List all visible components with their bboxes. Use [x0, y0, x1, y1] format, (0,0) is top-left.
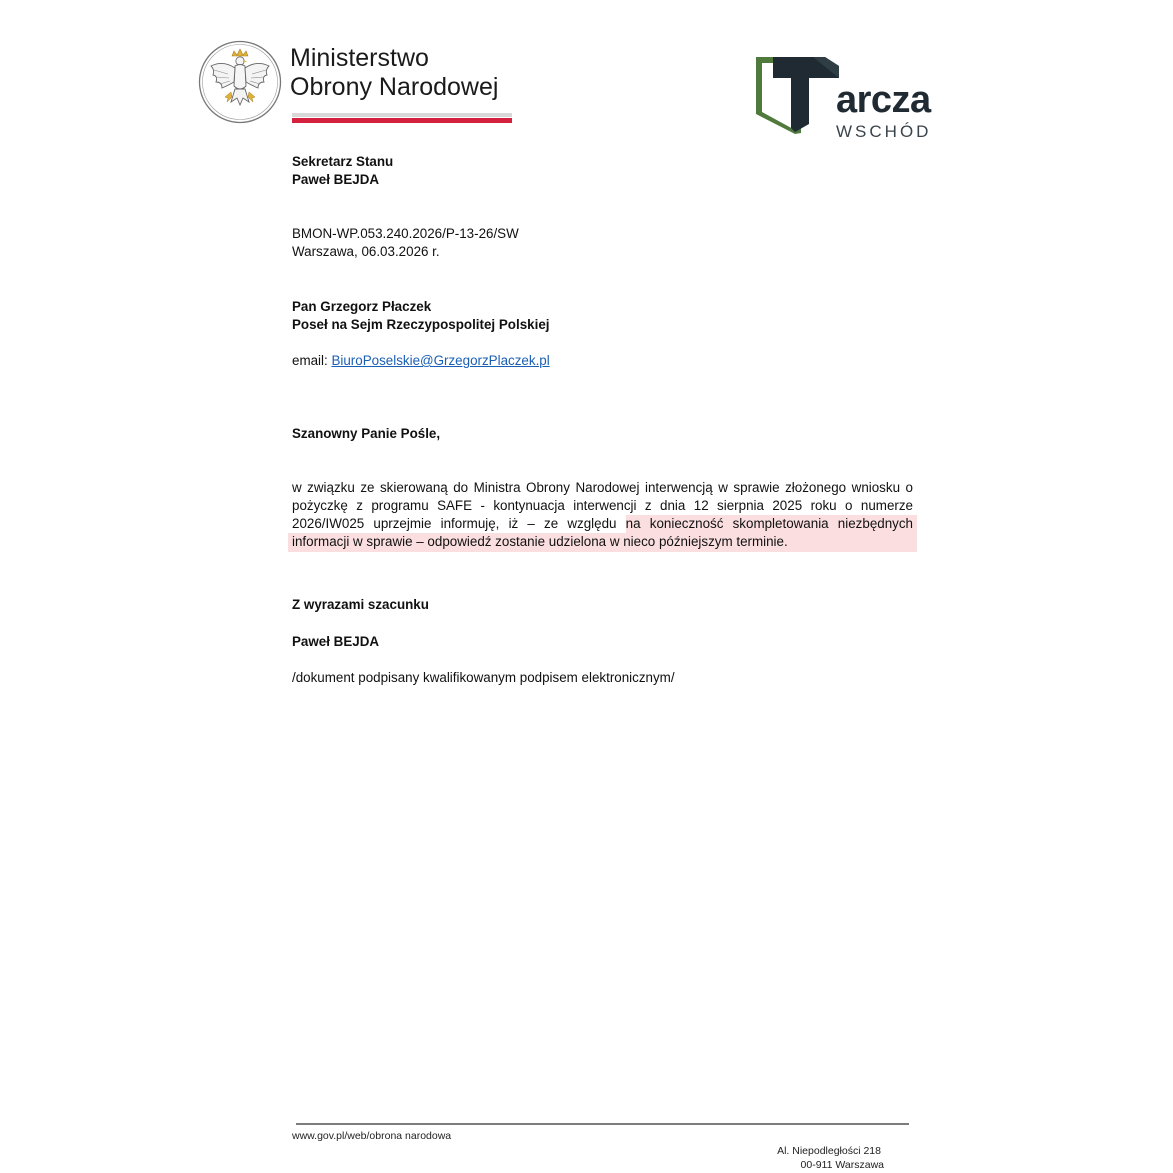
- sender-name: Paweł BEJDA: [292, 172, 380, 187]
- recipient-email-line: [292, 352, 550, 370]
- signature-name: Paweł BEJDA: [292, 634, 380, 649]
- reference-number: BMON-WP.053.240.2026/P-13-26/SW: [292, 226, 519, 241]
- footer-website: www.gov.pl/web/obrona narodowa: [292, 1130, 452, 1142]
- ministry-name-line1: Ministerstwo: [290, 44, 429, 72]
- tarcza-shield-icon: [753, 54, 841, 134]
- email-link[interactable]: BiuroPoselskie@GrzegorzPlaczek.pl: [331, 353, 550, 368]
- footer-address-line1: Al. Niepodległości 218: [777, 1145, 881, 1157]
- footer-address-line2: 00-911 Warszawa: [800, 1159, 884, 1171]
- tarcza-wordmark: arcza: [836, 79, 931, 121]
- sender-position: Sekretarz Stanu: [292, 154, 394, 169]
- ministry-name-logotype: [290, 44, 498, 102]
- flag-stripe-white: [292, 113, 512, 117]
- email-label: email:: [292, 353, 332, 368]
- tarcza-subtitle: WSCHÓD: [836, 122, 932, 141]
- polish-eagle-emblem-icon: [198, 40, 282, 124]
- letter-body-paragraph: w związku ze skierowaną do Ministra Obrony Narodowej interwencją w sprawie złożonego wniosku o pożyczkę z programu SAFE - kontynuacja interwencji z dnia 12 sierpnia 2025 roku o numerze 2026/IW025 uprzejmie informuję, iż – ze względu na konieczność skompletowania niezbędnych informacji w sprawie – odpowiedź zostanie udzielona w nieco późniejszym terminie.: [292, 480, 913, 549]
- recipient-name: Pan Grzegorz Płaczek: [292, 299, 432, 314]
- closing: Z wyrazami szacunku: [292, 597, 429, 612]
- flag-stripe-red: [292, 118, 512, 123]
- footer-divider: [296, 1123, 909, 1125]
- salutation: Szanowny Panie Pośle,: [292, 426, 441, 441]
- signature-note: /dokument podpisany kwalifikowanym podpisem elektronicznym/: [292, 670, 675, 685]
- place-date: Warszawa, 06.03.2026 r.: [292, 244, 440, 259]
- recipient-title: Poseł na Sejm Rzeczypospolitej Polskiej: [292, 317, 550, 332]
- ministry-name-line2: Obrony Narodowej: [290, 73, 499, 101]
